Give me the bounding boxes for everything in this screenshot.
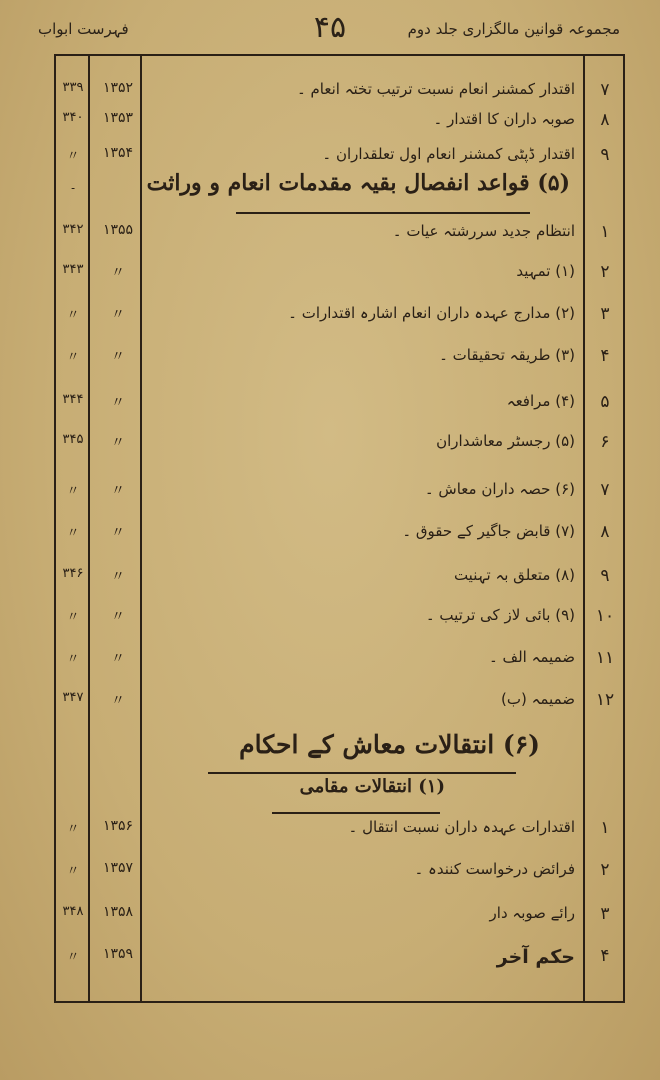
table-row — [54, 262, 625, 292]
col-number: 〃 — [111, 609, 125, 625]
col-number: ۱۳۵۳ — [102, 110, 134, 126]
serial-number: ۸ — [600, 522, 610, 542]
col-number: 〃 — [111, 307, 125, 323]
entry-title: اقتدار کمشنر انعام نسبت ترتیب تختہ انعام ۔ — [296, 80, 575, 98]
table-row — [54, 304, 625, 334]
col-page: 〃 — [66, 864, 80, 879]
table-row — [54, 392, 625, 422]
col-number: ۱۳۵۴ — [102, 145, 134, 161]
col-number: 〃 — [111, 349, 125, 365]
col-page: 〃 — [66, 526, 80, 541]
col-page: 〃 — [66, 350, 80, 365]
entry-title: صوبہ داران کا اقتدار ۔ — [433, 110, 575, 128]
serial-number: ۱۲ — [595, 690, 615, 710]
table-row — [54, 110, 625, 140]
col-page: 〃 — [66, 610, 80, 625]
table-row — [54, 818, 625, 848]
col-page: ۳۴۵ — [62, 432, 84, 447]
entry-title: (۲) مدارج عہدہ داران انعام اشارہ اقتدارات ۔ — [288, 304, 575, 322]
col-number: 〃 — [111, 395, 125, 411]
entry-title: ضمیمہ الف ۔ — [489, 648, 575, 666]
serial-number: ۲ — [600, 262, 610, 282]
serial-number: ۷ — [600, 480, 610, 500]
col-number: 〃 — [111, 265, 125, 281]
serial-number: ۴ — [600, 946, 610, 966]
col-page: ۳۴۳ — [62, 262, 84, 277]
col-page: ۳۴۸ — [62, 904, 84, 919]
serial-number: ۵ — [600, 392, 610, 412]
table-row — [54, 606, 625, 636]
serial-number: ۷ — [600, 80, 610, 100]
entry-title: (۴) مرافعہ — [506, 392, 575, 410]
table-row — [54, 904, 625, 934]
table-row — [54, 860, 625, 890]
entry-title: فرائض درخواست کنندہ ۔ — [414, 860, 575, 878]
entry-title: اقتدار ڈپٹی کمشنر انعام اول تعلقداران ۔ — [322, 145, 575, 163]
col-page: ۳۳۹ — [62, 80, 84, 95]
serial-number: ۱ — [600, 222, 610, 242]
col-page: ۔ — [69, 178, 77, 193]
section-heading-6: (۶) انتقالات معاش کے احکام — [239, 730, 540, 759]
serial-number: ۴ — [600, 346, 610, 366]
table-row — [54, 480, 625, 510]
entry-title: (۱) تمہید — [516, 262, 575, 280]
page-number: ۴۵ — [313, 10, 347, 45]
serial-number: ۱۱ — [595, 648, 615, 668]
header-book-title: مجموعہ قوانین مالگزاری جلد دوم — [407, 20, 620, 38]
table-row — [54, 222, 625, 252]
entry-title: (۸) متعلق بہ تہنیت — [453, 566, 575, 584]
entry-title: (۳) طریقہ تحقیقات ۔ — [439, 346, 575, 364]
col-number: ۱۳۵۲ — [102, 80, 134, 96]
table-row — [54, 346, 625, 376]
serial-number: ۳ — [600, 304, 610, 324]
heading-underline — [208, 772, 516, 774]
col-page: 〃 — [66, 822, 80, 837]
serial-number: ۹ — [600, 145, 610, 165]
col-page: ۳۴۴ — [62, 392, 84, 407]
entry-title: حکم آخر — [496, 946, 575, 968]
col-number: 〃 — [111, 525, 125, 541]
table-row — [54, 432, 625, 462]
table-row — [54, 648, 625, 678]
serial-number: ۸ — [600, 110, 610, 130]
col-number: 〃 — [111, 651, 125, 667]
serial-number: ۱ — [600, 818, 610, 838]
col-number: 〃 — [111, 435, 125, 451]
table-row — [54, 566, 625, 596]
table-row — [54, 80, 625, 110]
col-number: ۱۳۵۷ — [102, 860, 134, 876]
serial-number: ۳ — [600, 904, 610, 924]
col-page: ۳۴۲ — [62, 222, 84, 237]
table-row — [54, 946, 625, 976]
serial-number: ۶ — [600, 432, 610, 452]
serial-number: ۱۰ — [595, 606, 615, 626]
col-page: 〃 — [66, 308, 80, 323]
subheading-underline — [272, 812, 440, 814]
table-row — [54, 522, 625, 552]
col-number: 〃 — [111, 693, 125, 709]
entry-title: (۹) بائی لاز کی ترتیب ۔ — [425, 606, 575, 624]
col-number: 〃 — [111, 483, 125, 499]
header-section: فہرست ابواب — [38, 20, 129, 38]
col-page: ۳۴۷ — [62, 690, 84, 705]
subsection-heading: (۱) انتقالات مقامی — [299, 776, 445, 797]
col-number: ۱۳۵۶ — [102, 818, 134, 834]
col-page: 〃 — [66, 149, 80, 164]
col-number: 〃 — [111, 569, 125, 585]
entry-title: انتظام جدید سررشتہ عیات ۔ — [392, 222, 575, 240]
col-page: 〃 — [66, 652, 80, 667]
col-page: ۳۴۰ — [62, 110, 84, 125]
entry-title: اقتدارات عہدہ داران نسبت انتقال ۔ — [348, 818, 575, 836]
entry-title: (۷) قابض جاگیر کے حقوق ۔ — [402, 522, 575, 540]
entry-title: ضمیمہ (ب) — [501, 690, 575, 708]
col-number: ۱۳۵۵ — [102, 222, 134, 238]
entry-title: (۶) حصہ داران معاش ۔ — [424, 480, 575, 498]
entry-title: (۵) رجسٹر معاشداران — [436, 432, 575, 450]
serial-number: ۲ — [600, 860, 610, 880]
entry-title: رائے صوبہ دار — [489, 904, 575, 922]
col-page: 〃 — [66, 484, 80, 499]
table-row — [54, 690, 625, 720]
section-heading-5: (۵) قواعد انفصال بقیہ مقدمات انعام و وراثت — [146, 170, 570, 196]
serial-number: ۹ — [600, 566, 610, 586]
col-number: ۱۳۵۸ — [102, 904, 134, 920]
heading-underline — [236, 212, 530, 214]
col-page: ۳۴۶ — [62, 566, 84, 581]
col-page: 〃 — [66, 950, 80, 965]
col-number: ۱۳۵۹ — [102, 946, 134, 962]
